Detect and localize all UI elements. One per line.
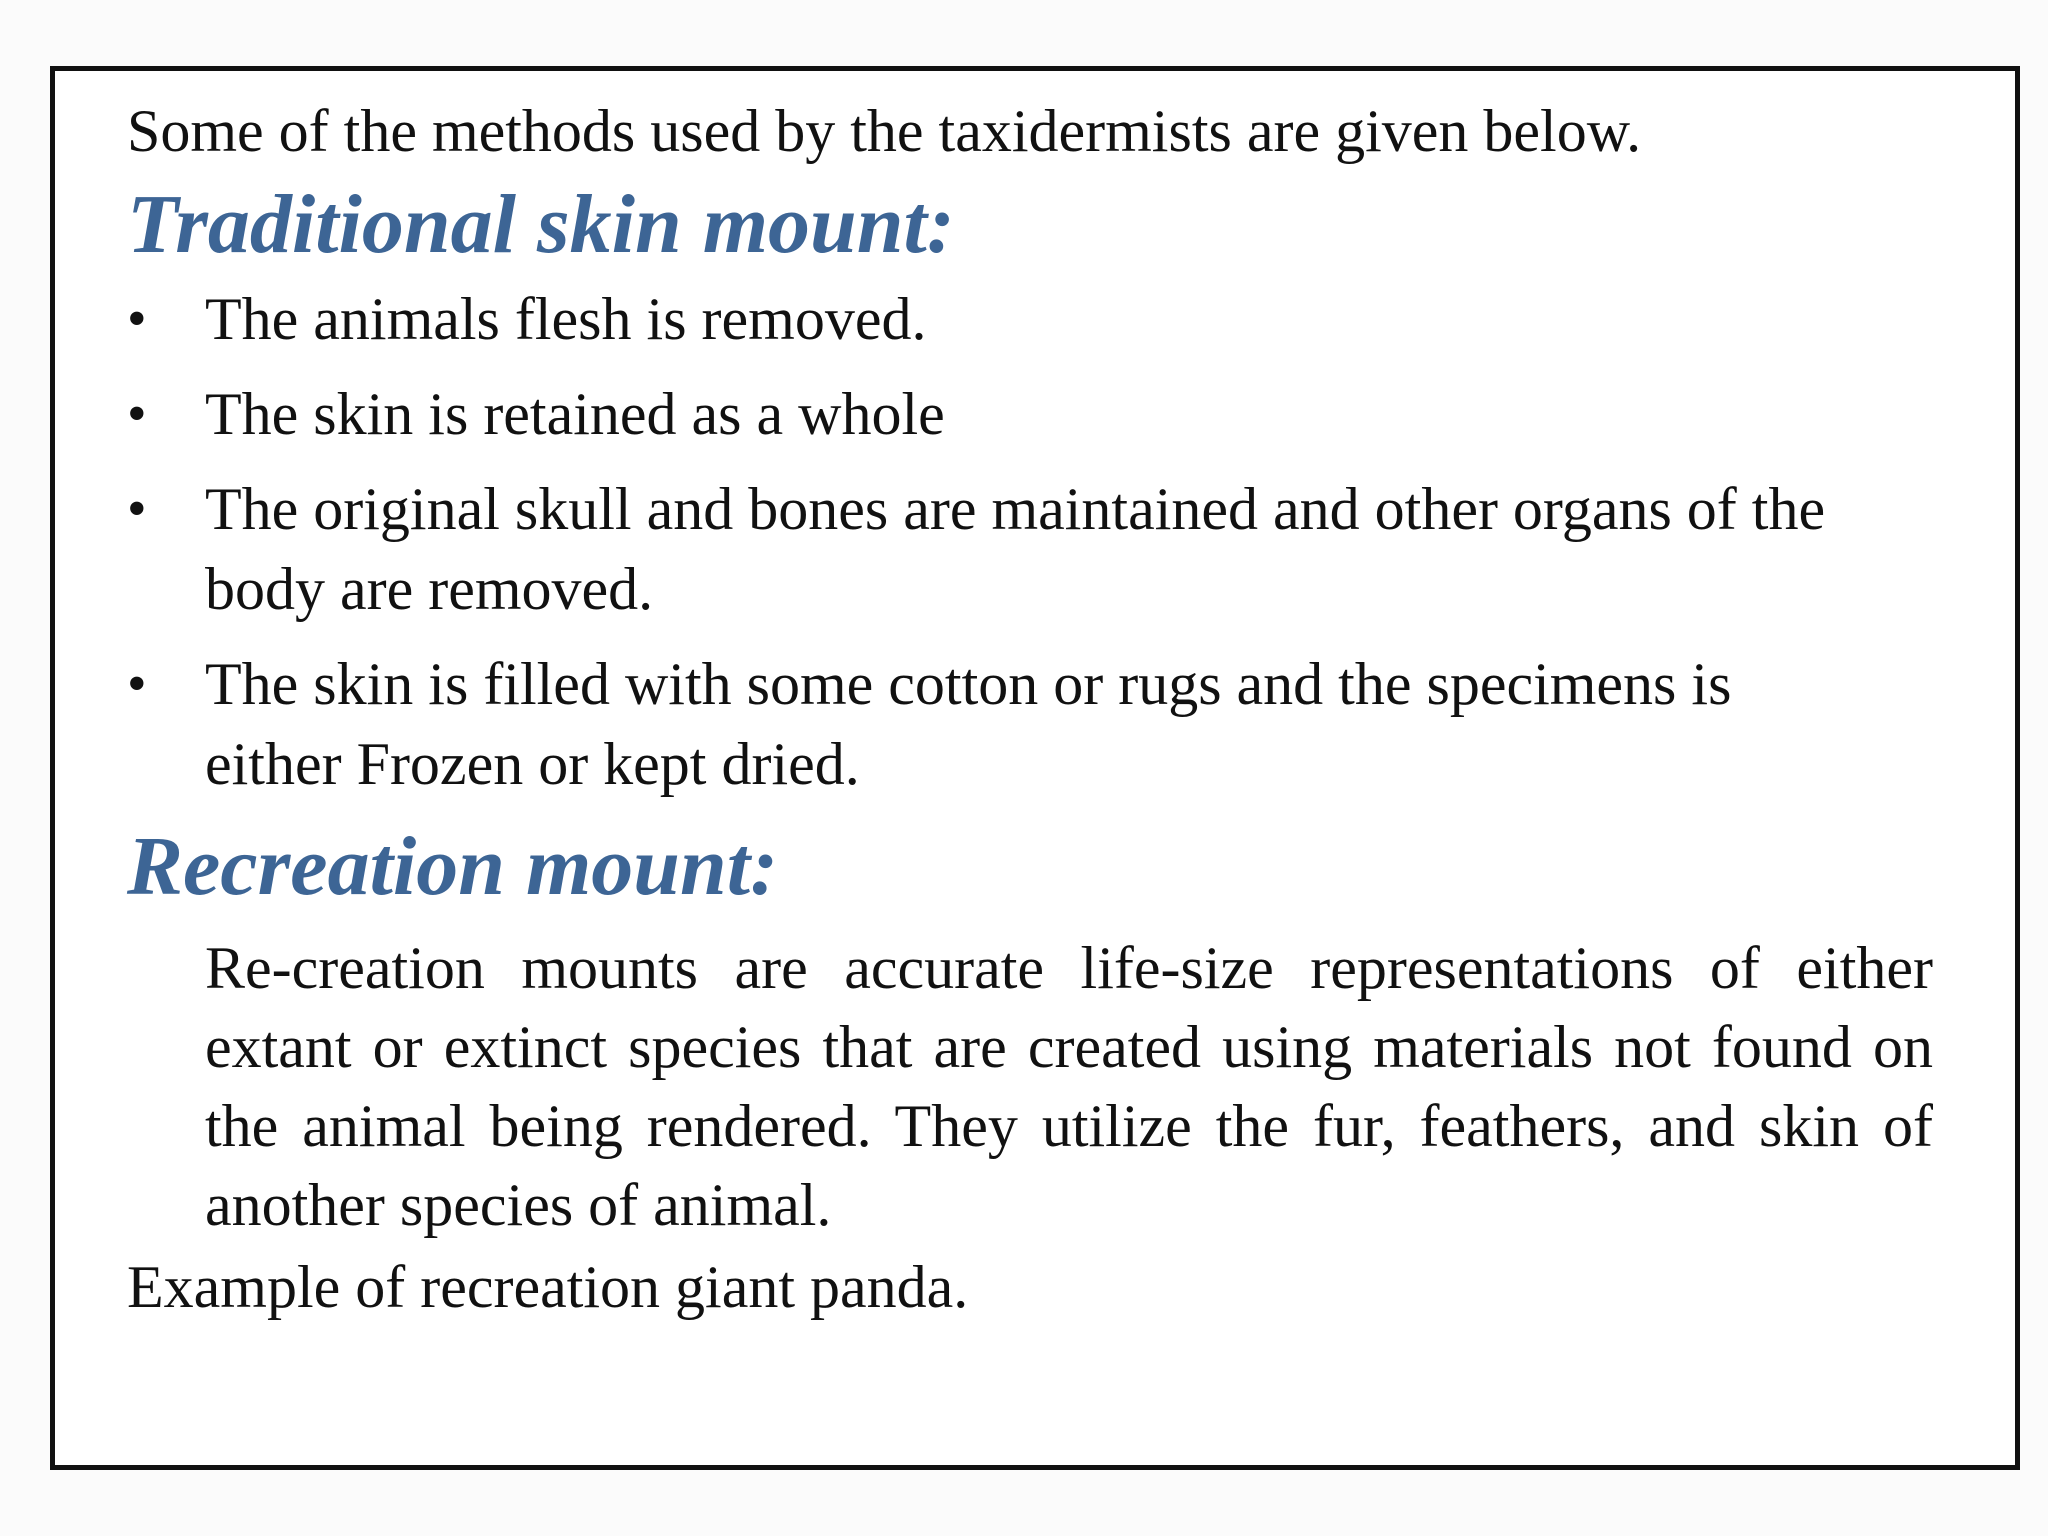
bullet-icon: •	[127, 653, 147, 715]
section-heading-recreation: Recreation mount:	[127, 820, 779, 913]
bullet-text: The skin is filled with some cotton or rugs and the specimens is either Frozen or kept dried.	[205, 651, 1732, 797]
slide-content	[127, 91, 1987, 1327]
recreation-paragraph: Re-creation mounts are accurate life-size representations of either extant or extinct species that are created using materials not found on the animal being rendered. They utilize the fur, feathers, and skin of another species of animal.	[205, 935, 1933, 1238]
bullet-icon: •	[127, 478, 147, 540]
bullet-item	[127, 374, 1867, 454]
bullet-list	[127, 279, 1987, 804]
bullet-item	[127, 279, 1867, 359]
section-heading-traditional: Traditional skin mount:	[127, 178, 955, 271]
bullet-icon: •	[127, 288, 147, 350]
bullet-item	[127, 469, 1867, 629]
intro-text: Some of the methods used by the taxidermists are given below.	[127, 98, 1642, 164]
bullet-item	[127, 644, 1867, 804]
content-frame	[50, 66, 2020, 1470]
bullet-text: The original skull and bones are maintained and other organs of the body are removed.	[205, 476, 1826, 622]
bullet-icon: •	[127, 383, 147, 445]
example-text: Example of recreation giant panda.	[127, 1254, 969, 1320]
bullet-text: The animals flesh is removed.	[205, 286, 927, 352]
bullet-text: The skin is retained as a whole	[205, 381, 945, 447]
